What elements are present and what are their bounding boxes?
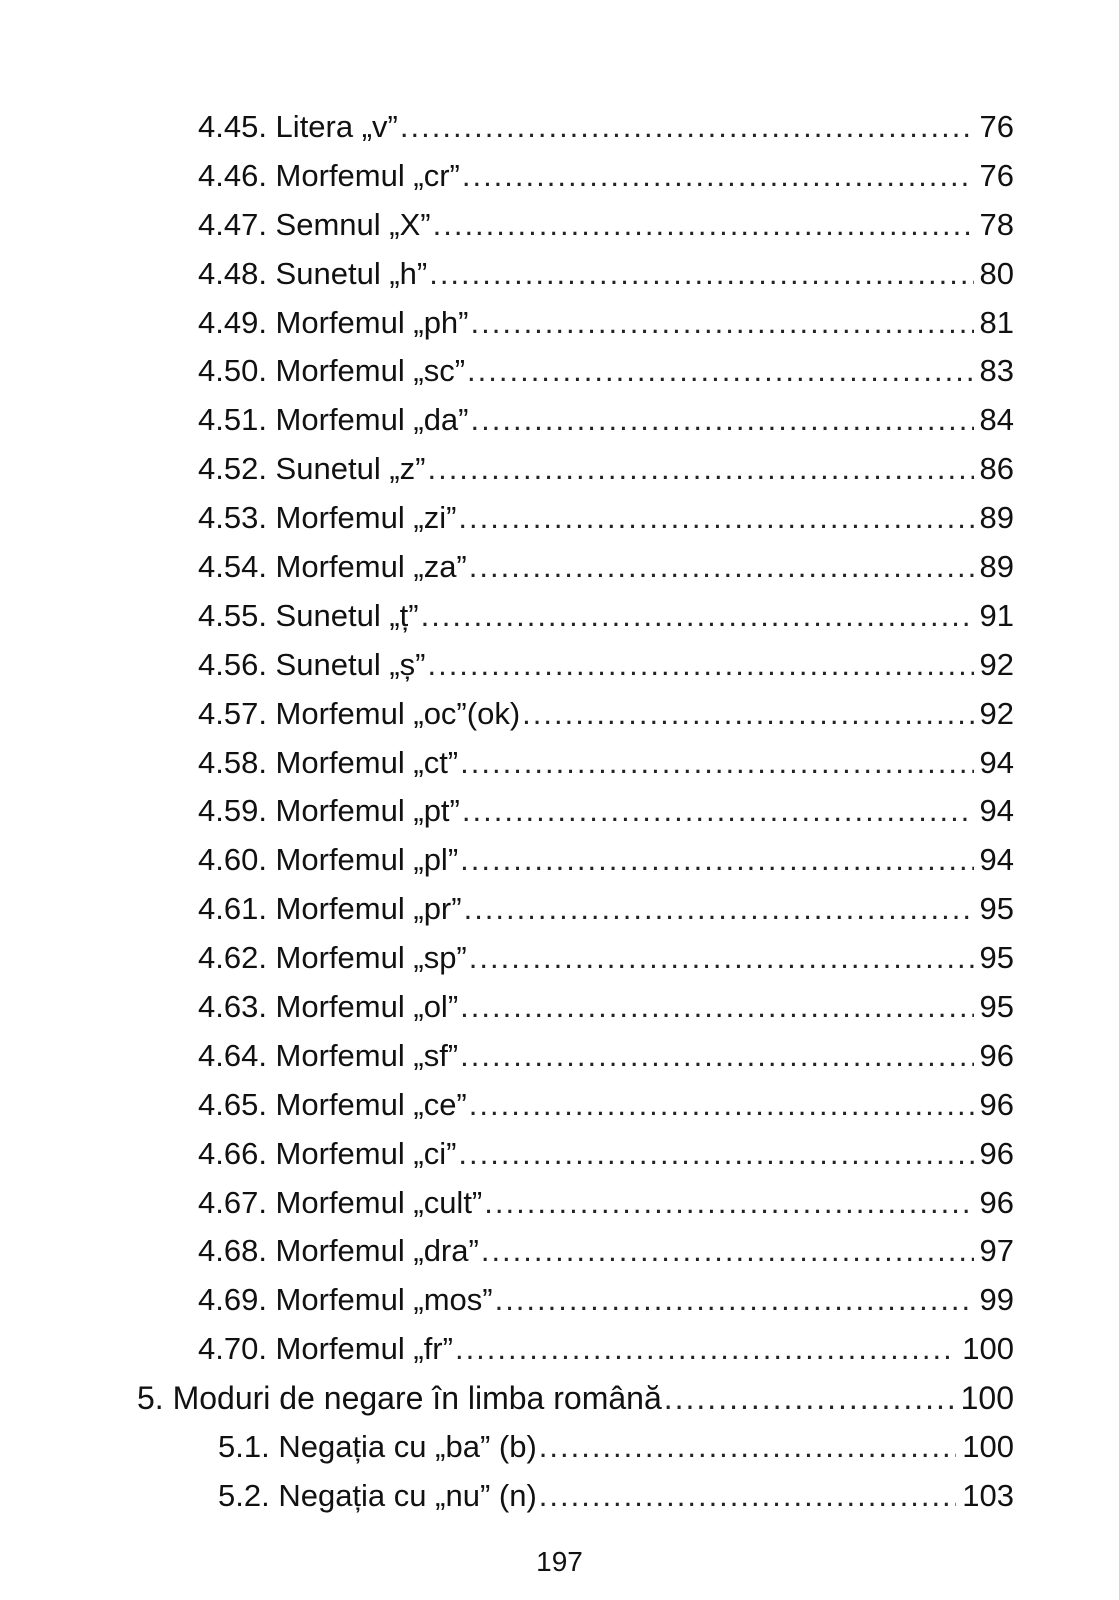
dot-leader bbox=[484, 1179, 973, 1228]
toc-entry-label: 4.52. Sunetul „z” bbox=[198, 451, 426, 487]
toc-entry-label: 4.46. Morfemul „cr” bbox=[198, 157, 460, 193]
toc-entry-page: 81 bbox=[979, 304, 1014, 340]
toc-entry-label: 4.58. Morfemul „ct” bbox=[198, 744, 459, 780]
toc-entry bbox=[0, 1472, 1119, 1521]
toc-entry-page: 103 bbox=[962, 1477, 1014, 1513]
toc-entry bbox=[0, 250, 1119, 299]
dot-leader bbox=[495, 1276, 974, 1325]
toc-entry-page: 100 bbox=[962, 1331, 1014, 1367]
toc-entry bbox=[0, 690, 1119, 739]
toc-entry bbox=[0, 494, 1119, 543]
toc-entry bbox=[0, 152, 1119, 201]
toc-entry bbox=[0, 934, 1119, 983]
toc-entry-page: 89 bbox=[979, 549, 1014, 585]
toc-entry bbox=[0, 1130, 1119, 1179]
toc-entry bbox=[0, 201, 1119, 250]
toc-entry-page: 76 bbox=[979, 157, 1014, 193]
toc-entry-page: 94 bbox=[979, 842, 1014, 878]
toc-entry-label: 4.49. Morfemul „ph” bbox=[198, 304, 469, 340]
toc-entry-label: 4.57. Morfemul „oc”(ok) bbox=[198, 695, 521, 731]
toc-entry-label: 4.50. Morfemul „sc” bbox=[198, 353, 466, 389]
toc-entry-label: 4.61. Morfemul „pr” bbox=[198, 891, 462, 927]
dot-leader bbox=[469, 934, 974, 983]
toc-entry-page: 94 bbox=[979, 793, 1014, 829]
toc-entry bbox=[0, 1325, 1119, 1374]
toc-entry-page: 84 bbox=[979, 402, 1014, 438]
dot-leader bbox=[471, 396, 974, 445]
toc-entry-page: 95 bbox=[979, 891, 1014, 927]
toc-entry-label: 4.54. Morfemul „za” bbox=[198, 549, 467, 585]
toc-entry bbox=[0, 739, 1119, 788]
toc-entry-page: 99 bbox=[979, 1282, 1014, 1318]
toc-entry-page: 80 bbox=[979, 255, 1014, 291]
toc-entry-page: 89 bbox=[979, 500, 1014, 536]
toc-entry bbox=[0, 885, 1119, 934]
toc-entry bbox=[0, 347, 1119, 396]
toc-entry-label: 4.69. Morfemul „mos” bbox=[198, 1282, 493, 1318]
toc-entry-label: 4.66. Morfemul „ci” bbox=[198, 1135, 457, 1171]
toc-entry-label: 4.68. Morfemul „dra” bbox=[198, 1233, 479, 1269]
toc-entry bbox=[0, 1032, 1119, 1081]
toc-entry-label: 4.48. Sunetul „h” bbox=[198, 255, 428, 291]
dot-leader bbox=[400, 103, 974, 152]
toc-entry-page: 95 bbox=[979, 940, 1014, 976]
toc-entry-page: 96 bbox=[979, 1184, 1014, 1220]
toc-entry bbox=[0, 641, 1119, 690]
dot-leader bbox=[458, 494, 973, 543]
toc-entry-label: 4.55. Sunetul „ț” bbox=[198, 597, 419, 633]
toc-entry-page: 86 bbox=[979, 451, 1014, 487]
dot-leader bbox=[539, 1472, 957, 1521]
dot-leader bbox=[460, 1032, 973, 1081]
toc-entry bbox=[0, 787, 1119, 836]
dot-leader bbox=[522, 690, 973, 739]
toc-entry-page: 78 bbox=[979, 206, 1014, 242]
toc-entry-label: 5.2. Negația cu „nu” (n) bbox=[218, 1477, 537, 1513]
toc-entry-page: 83 bbox=[979, 353, 1014, 389]
toc-entry bbox=[0, 1276, 1119, 1325]
dot-leader bbox=[458, 1130, 973, 1179]
dot-leader bbox=[429, 250, 973, 299]
dot-leader bbox=[471, 299, 974, 348]
toc-entry-page: 91 bbox=[979, 597, 1014, 633]
toc-entry-page: 92 bbox=[979, 695, 1014, 731]
toc-entry-page: 100 bbox=[962, 1429, 1014, 1465]
dot-leader bbox=[455, 1325, 956, 1374]
toc-entry bbox=[0, 543, 1119, 592]
toc-entry bbox=[0, 396, 1119, 445]
dot-leader bbox=[460, 739, 973, 788]
toc-entry-page: 96 bbox=[979, 1086, 1014, 1122]
toc-chapter-label: 5. Moduri de negare în limba română bbox=[137, 1380, 662, 1417]
toc-entry-label: 4.45. Litera „v” bbox=[198, 109, 398, 144]
toc-chapter-entry bbox=[0, 1374, 1119, 1423]
toc-entry-label: 4.60. Morfemul „pl” bbox=[198, 842, 459, 878]
toc-entry-label: 4.65. Morfemul „ce” bbox=[198, 1086, 467, 1122]
dot-leader bbox=[427, 445, 973, 494]
toc-entry-label: 4.53. Morfemul „zi” bbox=[198, 500, 457, 536]
toc-entry-label: 4.70. Morfemul „fr” bbox=[198, 1331, 453, 1367]
dot-leader bbox=[481, 1227, 974, 1276]
toc-entry-label: 4.67. Morfemul „cult” bbox=[198, 1184, 483, 1220]
toc-entry-page: 92 bbox=[979, 646, 1014, 682]
toc-entry-label: 4.56. Sunetul „ș” bbox=[198, 646, 426, 682]
toc-entry-page: 100 bbox=[960, 1380, 1014, 1417]
toc-entry-label: 4.62. Morfemul „sp” bbox=[198, 940, 467, 976]
dot-leader bbox=[460, 836, 973, 885]
toc-entry bbox=[0, 983, 1119, 1032]
dot-leader bbox=[460, 983, 973, 1032]
toc-entry bbox=[0, 592, 1119, 641]
toc-entry-label: 4.51. Morfemul „da” bbox=[198, 402, 469, 438]
dot-leader bbox=[469, 1081, 974, 1130]
toc-entry bbox=[0, 1227, 1119, 1276]
dot-leader bbox=[539, 1423, 957, 1472]
toc-entry-page: 76 bbox=[979, 109, 1014, 144]
toc-entry-page: 95 bbox=[979, 989, 1014, 1025]
toc-entry-page: 96 bbox=[979, 1037, 1014, 1073]
dot-leader bbox=[664, 1374, 955, 1423]
toc-entry-label: 5.1. Negația cu „ba” (b) bbox=[218, 1429, 537, 1465]
toc-entry bbox=[0, 1179, 1119, 1228]
dot-leader bbox=[427, 641, 973, 690]
toc-entry-label: 4.63. Morfemul „ol” bbox=[198, 989, 459, 1025]
toc-entry bbox=[0, 299, 1119, 348]
toc-entry-page: 97 bbox=[979, 1233, 1014, 1269]
toc-entry-label: 4.59. Morfemul „pt” bbox=[198, 793, 460, 829]
toc-entry-page: 96 bbox=[979, 1135, 1014, 1171]
toc-entry-page: 94 bbox=[979, 744, 1014, 780]
page-number: 197 bbox=[536, 1546, 583, 1577]
table-of-contents bbox=[0, 103, 1119, 1521]
toc-entry-label: 4.64. Morfemul „sf” bbox=[198, 1037, 459, 1073]
dot-leader bbox=[464, 885, 974, 934]
toc-entry bbox=[0, 103, 1119, 152]
dot-leader bbox=[462, 152, 974, 201]
toc-entry bbox=[0, 1423, 1119, 1472]
toc-entry bbox=[0, 445, 1119, 494]
dot-leader bbox=[433, 201, 974, 250]
dot-leader bbox=[421, 592, 974, 641]
toc-entry bbox=[0, 836, 1119, 885]
toc-entry-label: 4.47. Semnul „X” bbox=[198, 206, 431, 242]
dot-leader bbox=[469, 543, 974, 592]
dot-leader bbox=[462, 787, 974, 836]
dot-leader bbox=[467, 347, 974, 396]
toc-entry bbox=[0, 1081, 1119, 1130]
